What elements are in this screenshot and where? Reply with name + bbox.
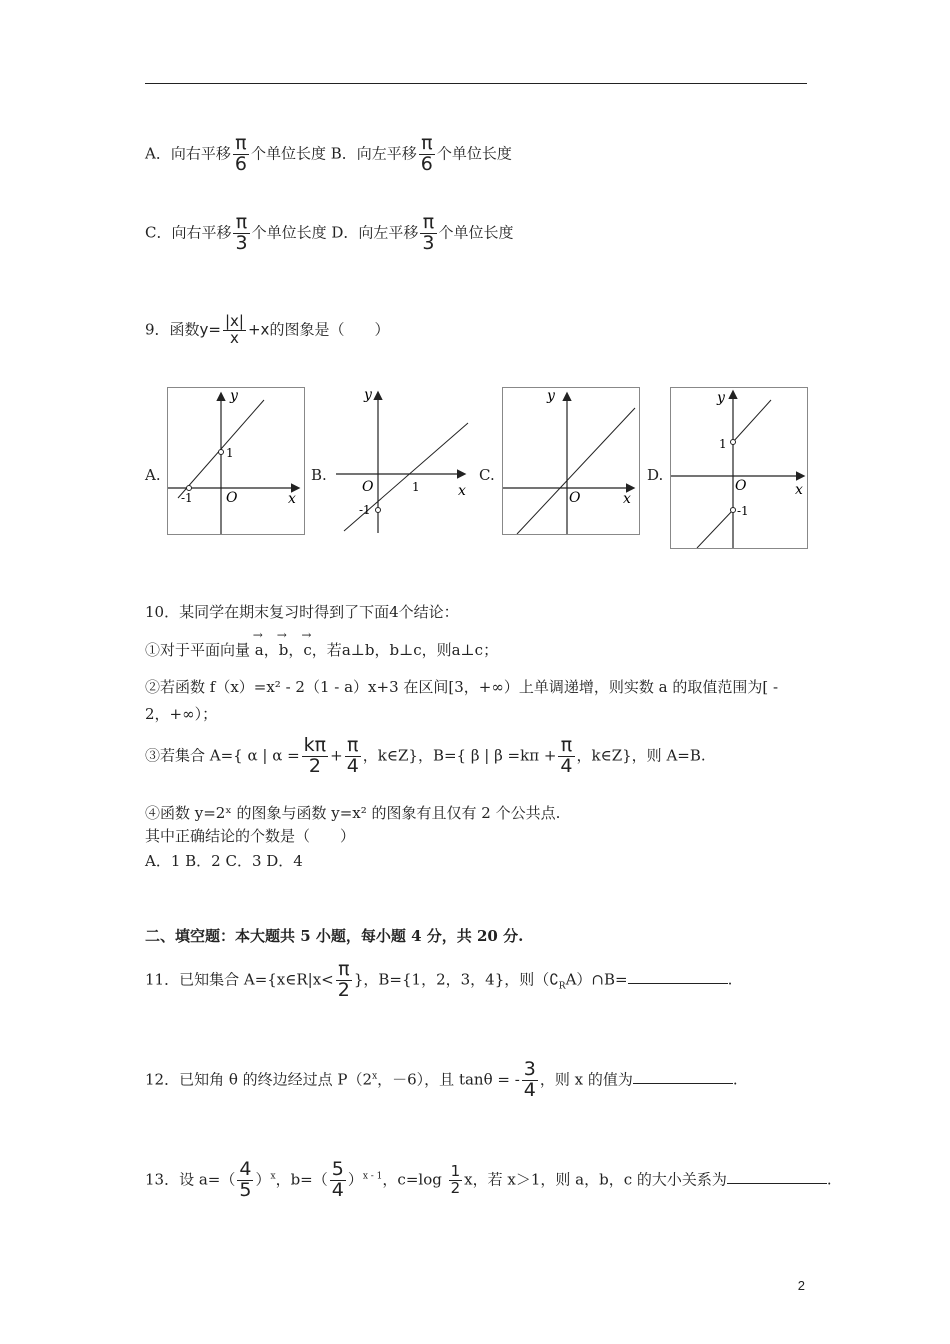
graph-line-lower bbox=[697, 510, 733, 548]
q8-opt-a-fraction: $\frac{\pi}{6}$ bbox=[234, 132, 247, 175]
q8-opt-c-fraction: $\frac{\pi}{3}$ bbox=[235, 211, 248, 254]
origin-label: O bbox=[226, 490, 238, 506]
mark-label: -1 bbox=[181, 491, 193, 505]
q10-statement-2-line1: ②若函数 f（x）=x² - 2（1 - a）x+3 在区间[3，+∞）上单调递增，则实数 a 的取值范围为[ - bbox=[145, 678, 779, 696]
origin-label: O bbox=[569, 490, 581, 506]
q9-graph-d bbox=[670, 387, 808, 549]
page-number: 2 bbox=[797, 1278, 805, 1293]
q8-opt-d-text: D．向左平移 bbox=[331, 223, 419, 242]
q11-answer-blank[interactable] bbox=[628, 968, 728, 984]
q12-answer-blank[interactable] bbox=[633, 1068, 733, 1084]
section-2-title: 二、填空题：本大题共 5 小题，每小题 4 分，共 20 分. bbox=[145, 927, 524, 945]
q9-label-b: B. bbox=[311, 466, 327, 484]
q9-graph-b bbox=[334, 387, 470, 533]
graph-d-svg bbox=[671, 388, 807, 548]
q12: 12．已知角 θ 的终边经过点 $P(2^x$，－6），且 tanθ = - $\frac{3}{4}$ ，则 x 的值为 . bbox=[145, 1058, 738, 1101]
s3-fraction-3: $\frac{\pi}{4}$ bbox=[560, 734, 573, 777]
mark-label: -1 bbox=[737, 504, 749, 518]
q9-fraction: $\frac{|x|}{x}$ bbox=[225, 312, 244, 347]
mark-label: 1 bbox=[412, 480, 420, 494]
q8-options-cd: C．向右平移 $\frac{\pi}{3}$ 个单位长度 D．向左平移 $\frac{\pi}{3}$ 个单位长度 bbox=[145, 211, 514, 254]
q11: 11．已知集合 A={x∈R|x< $\frac{\pi}{2}$ }，B={1，2，3，4}，则$(∁_RA)\cap B=$ . bbox=[145, 958, 733, 1001]
q10-statement-3: ③若集合 A={ α | α = $\frac{k\pi}{2}$ + $\frac{\pi}{4}$ ，k∈Z}，B={ β | β =kπ + $\frac{\pi}{4}$ ，k∈Z}，则 A=B. bbox=[145, 734, 706, 777]
open-point bbox=[731, 440, 736, 445]
q13-c-fraction: $\frac{1}{2}$ bbox=[450, 1162, 461, 1197]
q9-label-a: A. bbox=[145, 466, 161, 484]
q11-fraction: $\frac{\pi}{2}$ bbox=[337, 958, 350, 1001]
open-point bbox=[219, 450, 224, 455]
graph-b-svg bbox=[334, 387, 470, 533]
s3-fraction-1: $\frac{k\pi}{2}$ bbox=[303, 734, 327, 777]
open-point bbox=[731, 508, 736, 513]
q12-fraction: $\frac{3}{4}$ bbox=[523, 1058, 536, 1101]
header-rule bbox=[145, 83, 807, 84]
mark-label: 1 bbox=[226, 446, 234, 460]
x-label: x bbox=[795, 482, 803, 498]
y-label: y bbox=[717, 390, 725, 406]
q8-options-ab: A．向右平移 $\frac{\pi}{6}$ 个单位长度 B．向左平移 $\frac{\pi}{6}$ 个单位长度 bbox=[145, 132, 512, 175]
mark-label: 1 bbox=[719, 437, 727, 451]
origin-label: O bbox=[362, 479, 374, 495]
mark-label: -1 bbox=[359, 503, 371, 517]
q13-b-fraction: $\frac{5}{4}$ bbox=[331, 1158, 344, 1201]
q9-graph-c bbox=[502, 387, 640, 535]
s3-fraction-2: $\frac{\pi}{4}$ bbox=[346, 734, 359, 777]
y-label: y bbox=[547, 388, 555, 404]
q8-opt-b-fraction: $\frac{\pi}{6}$ bbox=[420, 132, 433, 175]
graph-line-upper bbox=[733, 400, 771, 442]
x-label: x bbox=[623, 491, 631, 507]
graph-line bbox=[517, 408, 635, 534]
x-label: x bbox=[458, 483, 466, 499]
open-point bbox=[376, 508, 381, 513]
q9-graph-a bbox=[167, 387, 305, 535]
q10-choices: A．1 B．2 C．3 D．4 bbox=[145, 852, 303, 870]
q8-opt-d-fraction: $\frac{\pi}{3}$ bbox=[422, 211, 435, 254]
open-point bbox=[187, 486, 192, 491]
q13-a-fraction: $\frac{4}{5}$ bbox=[239, 1158, 252, 1201]
q9-label-d: D. bbox=[647, 466, 664, 484]
graph-c-svg bbox=[503, 388, 639, 534]
x-label: x bbox=[288, 491, 296, 507]
graph-a-svg bbox=[168, 388, 304, 534]
q10-stem: 10．某同学在期末复习时得到了下面4个结论： bbox=[145, 603, 459, 621]
y-label: y bbox=[230, 388, 238, 404]
q8-opt-c-text: C．向右平移 bbox=[145, 223, 232, 242]
q10-statement-4: ④函数 y=2ˣ 的图象与函数 y=x² 的图象有且仅有 2 个公共点. bbox=[145, 804, 561, 822]
q9-stem: 9．函数y= $\frac{|x|}{x}$ +x的图象是（ ） bbox=[145, 312, 390, 347]
q10-statement-2-line2: 2，+∞）； bbox=[145, 705, 218, 723]
q8-opt-a-text: A．向右平移 bbox=[145, 144, 231, 163]
origin-label: O bbox=[735, 478, 747, 494]
q8-opt-b-text: B．向左平移 bbox=[330, 144, 417, 163]
q10-question: 其中正确结论的个数是（ ） bbox=[145, 827, 356, 845]
q9-label-c: C. bbox=[479, 466, 495, 484]
q13: 13．设 a=（ $\frac{4}{5}$ ）$^x$，b=（ $\frac{5}{4}$ ）$^{x - 1}$，c=log $\frac{1}{2}$ x，若 x＞1，则 a，b，c 的大小关系为 . bbox=[145, 1158, 832, 1201]
q10-statement-1: ①对于平面向量 → a，→ b，→ c，若a⊥b，b⊥c，则a⊥c； bbox=[145, 639, 498, 660]
y-label: y bbox=[364, 387, 372, 403]
q13-answer-blank[interactable] bbox=[727, 1168, 827, 1184]
